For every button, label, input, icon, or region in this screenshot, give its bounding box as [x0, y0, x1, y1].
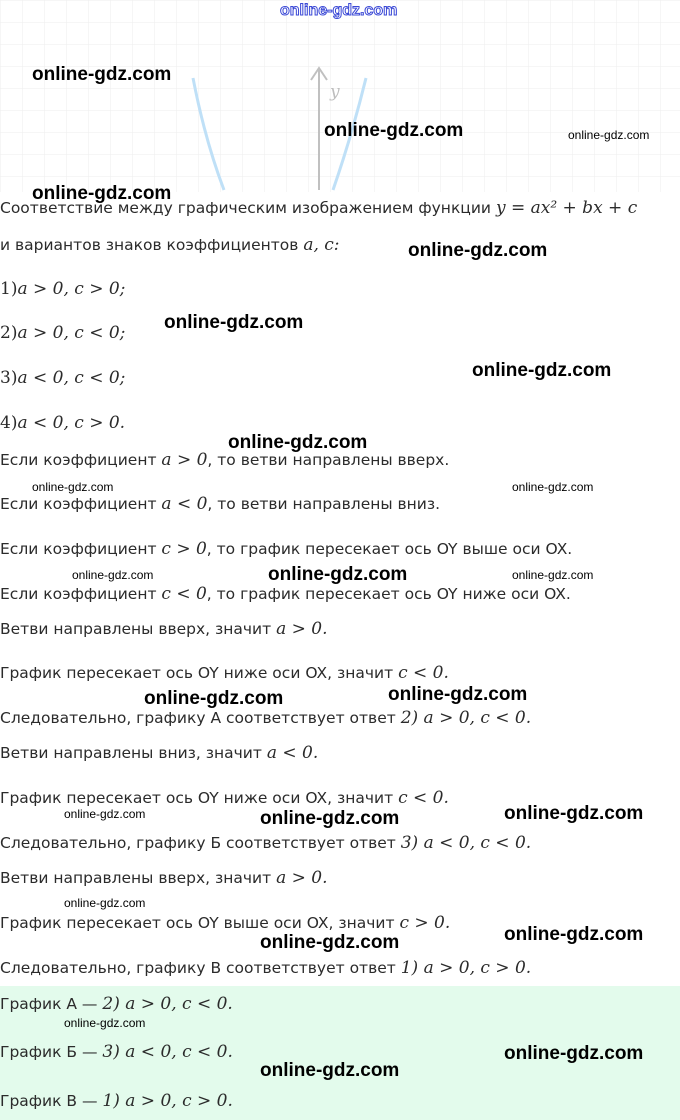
analysis-line-1 — [0, 619, 327, 639]
watermark: online-gdz.com — [324, 120, 464, 141]
analysis-math: 3) a < 0, c < 0. — [400, 833, 532, 853]
answer-text: График А — — [0, 995, 103, 1013]
option-2 — [0, 323, 125, 343]
analysis-text: График пересекает ось OY ниже оси OX, значит — [0, 789, 399, 807]
watermark: online-gdz.com — [408, 240, 548, 261]
option-1 — [0, 279, 125, 299]
analysis-text: Ветви направлены вниз, значит — [0, 744, 267, 762]
analysis-line-7 — [0, 868, 327, 888]
analysis-line-3 — [0, 708, 531, 728]
watermark: online-gdz.com — [260, 932, 400, 953]
rule-1 — [0, 450, 449, 470]
option-formula: a < 0, c > 0. — [17, 413, 126, 433]
watermark-top: online-gdz.com — [280, 2, 398, 19]
watermark: online-gdz.com — [32, 64, 172, 85]
watermark: online-gdz.com — [504, 803, 644, 824]
analysis-math: a < 0. — [266, 743, 319, 763]
coefficients-formula: a, c: — [303, 235, 340, 255]
watermark: online-gdz.com — [64, 896, 146, 910]
answer-text: График Б — — [0, 1043, 103, 1061]
analysis-math: c > 0. — [399, 913, 451, 933]
parabola-graph — [0, 0, 680, 192]
intro-text-1: Соответствие между графическим изображением функции — [0, 199, 496, 217]
analysis-line-2 — [0, 663, 449, 683]
rule-text: , то ветви направлены вверх. — [207, 451, 450, 469]
grid-background — [0, 0, 680, 192]
watermark: online-gdz.com — [472, 360, 612, 381]
analysis-math: a > 0. — [276, 619, 328, 639]
answer-line-2 — [0, 1042, 233, 1062]
option-number: 4) — [0, 413, 18, 433]
option-number: 1) — [0, 279, 18, 299]
analysis-math: 1) a > 0, c > 0. — [400, 958, 532, 978]
watermark: online-gdz.com — [388, 684, 528, 705]
watermark: online-gdz.com — [228, 432, 368, 453]
analysis-math: 2) a > 0, c < 0. — [400, 708, 532, 728]
watermark: online-gdz.com — [32, 480, 114, 494]
option-3 — [0, 368, 125, 388]
watermark: online-gdz.com — [512, 480, 594, 494]
answer-math: 3) a < 0, c < 0. — [102, 1042, 233, 1062]
answer-text: График В — — [0, 1092, 103, 1110]
watermark: online-gdz.com — [260, 808, 400, 829]
watermark: online-gdz.com — [32, 183, 172, 204]
watermark: online-gdz.com — [512, 568, 594, 582]
intro-line-2 — [0, 235, 340, 255]
analysis-line-4 — [0, 743, 318, 763]
rule-text: Если коэффициент — [0, 540, 162, 558]
rule-text: , то график пересекает ось OY выше оси OX. — [206, 540, 573, 558]
option-4 — [0, 413, 125, 433]
analysis-text: Ветви направлены вверх, значит — [0, 620, 277, 638]
analysis-math: c < 0. — [398, 663, 449, 683]
analysis-text: График пересекает ось OY ниже оси OX, значит — [0, 664, 399, 682]
analysis-math: a > 0. — [276, 868, 328, 888]
rule-text: , то ветви направлены вниз. — [207, 495, 441, 513]
rule-math: a > 0 — [161, 450, 208, 470]
answer-line-3 — [0, 1091, 233, 1111]
analysis-line-5 — [0, 788, 449, 808]
watermark: online-gdz.com — [144, 688, 284, 709]
graph-svg — [0, 0, 680, 192]
watermark: online-gdz.com — [72, 568, 154, 582]
rule-math: c < 0 — [161, 584, 207, 604]
watermark: online-gdz.com — [64, 807, 146, 821]
option-number: 2) — [0, 323, 18, 343]
analysis-text: График пересекает ось OY выше оси OX, значит — [0, 914, 400, 932]
rule-text: Если коэффициент — [0, 495, 162, 513]
watermark: online-gdz.com — [504, 924, 644, 945]
analysis-line-6 — [0, 833, 531, 853]
watermark: online-gdz.com — [504, 1043, 644, 1064]
rule-math: a < 0 — [161, 494, 208, 514]
rule-math: c > 0 — [161, 539, 207, 559]
analysis-line-8 — [0, 913, 450, 933]
intro-text-2: и вариантов знаков коэффициентов — [0, 236, 304, 254]
analysis-math: c < 0. — [398, 788, 449, 808]
rule-text: Если коэффициент — [0, 585, 162, 603]
option-formula: a > 0, c > 0; — [17, 279, 126, 299]
answer-line-1 — [0, 994, 233, 1014]
answer-math: 2) a > 0, c < 0. — [102, 994, 233, 1014]
function-formula: y = ax² + bx + c — [495, 198, 638, 218]
option-number: 3) — [0, 368, 18, 388]
answer-math: 1) a > 0, c > 0. — [102, 1091, 233, 1111]
watermark: online-gdz.com — [64, 1016, 146, 1030]
analysis-line-9 — [0, 958, 531, 978]
option-formula: a > 0, c < 0; — [17, 323, 126, 343]
analysis-text: Следовательно, графику В соответствует ответ — [0, 959, 401, 977]
rule-2 — [0, 494, 440, 514]
analysis-text: Ветви направлены вверх, значит — [0, 869, 277, 887]
watermark: online-gdz.com — [164, 312, 304, 333]
option-formula: a < 0, c < 0; — [17, 368, 126, 388]
rule-4 — [0, 584, 571, 604]
analysis-text: Следовательно, графику А соответствует ответ — [0, 709, 401, 727]
rule-3 — [0, 539, 572, 559]
analysis-text: Следовательно, графику Б соответствует ответ — [0, 834, 401, 852]
watermark: online-gdz.com — [268, 564, 408, 585]
rule-text: , то график пересекает ось OY ниже оси OX. — [206, 585, 571, 603]
watermark: online-gdz.com — [260, 1060, 400, 1081]
rule-text: Если коэффициент — [0, 451, 162, 469]
watermark: online-gdz.com — [568, 128, 650, 142]
y-axis-label: y — [330, 82, 340, 102]
